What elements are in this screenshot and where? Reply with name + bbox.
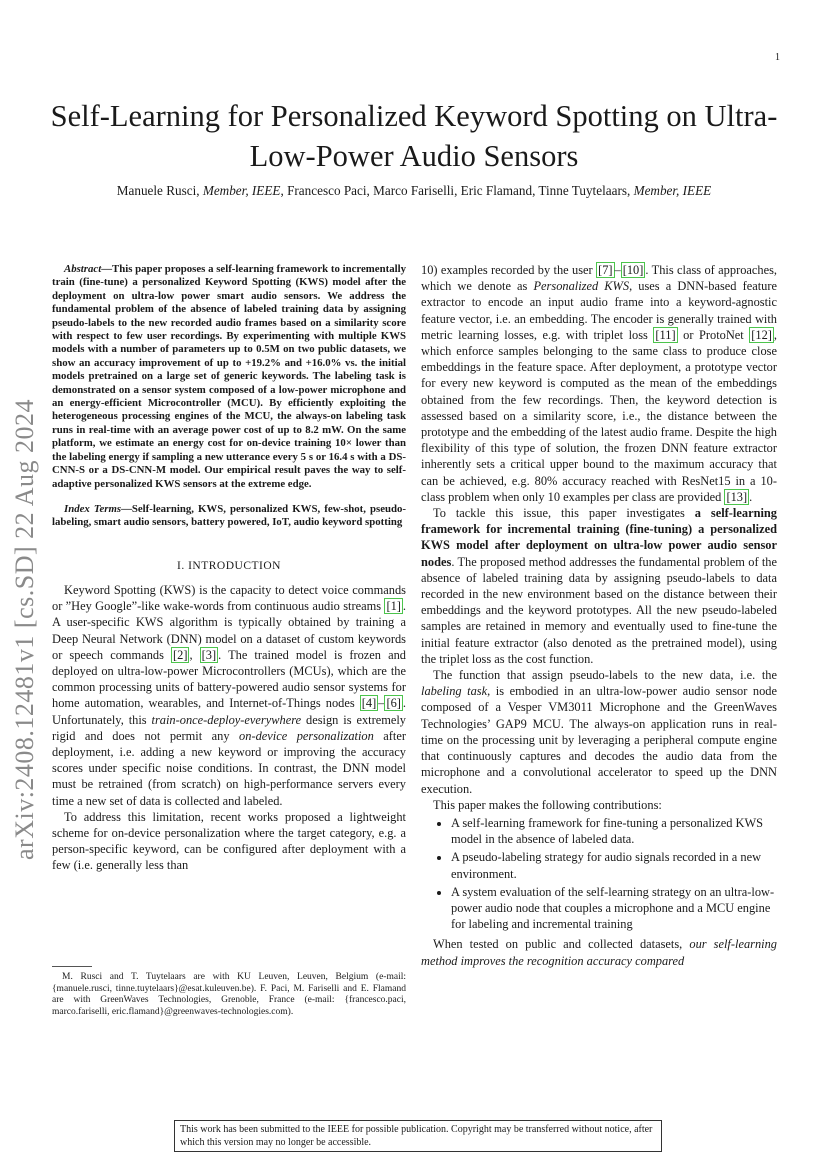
right-column xyxy=(421,262,777,969)
contributions-list xyxy=(421,815,777,932)
copyright-notice: This work has been submitted to the IEEE for possible publication. Copyright may be transferred without notice, after which this version may no longer be accessible. xyxy=(174,1120,662,1152)
citation-link[interactable]: [1] xyxy=(386,599,401,614)
affiliation-footnote: M. Rusci and T. Tuytelaars are with KU Leuven, Leuven, Belgium (e-mail: {manuele.rusci, tinne.tuytelaars}@esat.kuleuven.be). F. Paci, M. Fariselli and E. Flamand are with GreenWaves Technologies, Grenoble, France (e-mail: {francesco.paci, marco.fariselli, eric.flamand}@greenwaves-technologies.com). xyxy=(52,972,406,1018)
list-item: • A pseudo-labeling strategy for audio signals recorded in a new environment. xyxy=(451,849,777,881)
citation-link[interactable]: [7] xyxy=(598,263,613,277)
arxiv-identifier-stamp: arXiv:2408.12481v1 [cs.SD] 22 Aug 2024 xyxy=(10,399,39,860)
citation-link[interactable]: [2] xyxy=(173,647,188,662)
right-paragraph-5: When tested on public and collected datasets, our self-learning method improves the recognition accuracy compared xyxy=(421,937,777,968)
paper-title: Self-Learning for Personalized Keyword Spotting on Ultra-Low-Power Audio Sensors xyxy=(50,99,778,173)
right-paragraph-2: To tackle this issue, this paper investigates a self-learning framework for incremental training (fine-tuning) a personalized KWS model after deployment on ultra-low power audio sensor nodes. The proposed method addresses the fundamental problem of the absence of labeled training data by assigning pseudo-labels to data recorded in the new environment based on the distance between their embeddings and the keyword prototypes. All the new pseudo-labeled samples are retained in memory and eventually used to fine-tune the initial feature extractor (also denoted as the pretrained model), using the triplet loss as the cost function. xyxy=(421,506,777,666)
index-terms: Index Terms—Self-learning, KWS, personalized KWS, few-shot, pseudo-labeling, smart audio sensors, battery powered, IoT, audio keyword spotting xyxy=(52,502,406,529)
citation-link[interactable]: [13] xyxy=(726,489,748,504)
list-item: • A self-learning framework for fine-tuning a personalized KWS model in the absence of labeled data. xyxy=(451,815,777,847)
citation-link[interactable]: [6] xyxy=(386,696,401,711)
section-heading-introduction: I. INTRODUCTION xyxy=(177,559,281,572)
footnote-rule xyxy=(52,966,92,967)
intro-paragraph-2: To address this limitation, recent works proposed a lightweight scheme for on-device personalization where the target category, e.g. a person-specific keyword, can be configured after deployment with a few (i.e. generally less than xyxy=(52,809,406,873)
citation-link[interactable]: [12] xyxy=(751,327,772,342)
contributions-intro: This paper makes the following contributions: xyxy=(433,797,662,812)
abstract: Abstract—This paper proposes a self-learning framework to incrementally train (fine-tune) a personalized Keyword Spotting (KWS) model after the deployment on ultra-low power smart audio sensors. We address the fundamental problem of the absence of labeled training data by assigning pseudo-labels to the new recorded audio frames based on a similarity score with respect to few user recordings. By experimenting with multiple KWS models with a number of parameters up to 0.5M on two public datasets, we show an accuracy improvement of up to +19.2% and +16.0% vs. the initial models pretrained on a large set of generic keywords. The labeling task is demonstrated on a sensor system composed of a low-power microphone and an energy-efficient Microcontroller (MCU). By efficiently exploiting the heterogeneous processing engines of the MCU, the always-on labeling task runs in real-time with an average power cost of up to 8.2 mW. On the same platform, we estimate an energy cost for on-device training 10× lower than the labeling energy if sampling a new utterance every 5 s or 16.4 s with a DS-CNN-S or a DS-CNN-M model. Our empirical result paves the way to self-adaptive personalized KWS sensors at the extreme edge. xyxy=(52,263,406,490)
page-number: 1 xyxy=(775,52,780,63)
right-paragraph-3: The function that assign pseudo-labels to the new data, i.e. the labeling task, is embodied in an ultra-low-power audio sensor node composed of a Vesper VM3011 Microphone and the GreenWaves Technologies’ GAP9 MCU. The always-on application runs in real-time on the processing unit by leveraging a peripheral compute engine that continuously captures and decodes the audio data from the microphone and a convolutional accelerator to speed up the DNN execution. xyxy=(421,668,777,796)
citation-link[interactable]: [4] xyxy=(361,696,377,711)
citation-link[interactable]: [3] xyxy=(201,647,217,662)
citation-link[interactable]: [10] xyxy=(622,263,644,277)
left-column xyxy=(52,263,406,874)
author-list: Manuele Rusci, Member, IEEE, Francesco Paci, Marco Fariselli, Eric Flamand, Tinne Tuytelaars, Member, IEEE xyxy=(116,183,712,198)
right-paragraph-1: 10) examples recorded by the user [7] – [10] . This class of approaches, which we denote as Personalized KWS, uses a DNN-based feature extractor to encode an input audio frame into a keyword-agnostic feature vector, i.e. an embedding. The encoder is generally trained with metric learning losses, e.g. with triplet loss [11] or ProtoNet [12] , which enforce samples belonging to the same class to produce close embeddings in the feature space. After deployment, a prototype vector for every new keyword is computed as the mean of the embeddings obtained from the few recordings. Then, the keyword detection is assessed based on a similarity score, i.e., the distance between the prototype and the embedding of the latest audio frame. Despite the high flexibility of this type of solution, the frozen DNN feature extractor inherently sets a critical upper bound to the maximum accuracy that can be achieved, e.g. 80% accuracy reached with ResNet15 in a 10-class problem when only 10 examples per class are provided [13] . xyxy=(421,263,778,504)
list-item: • A system evaluation of the self-learning strategy on an ultra-low-power audio node that couples a microphone and a MCU engine for labeling and incremental training xyxy=(451,884,777,933)
citation-link[interactable]: [11] xyxy=(655,327,676,342)
intro-paragraph-1: Keyword Spotting (KWS) is the capacity to detect voice commands or ”Hey Google”-like wake-words from continuous audio streams [1] . A user-specific KWS algorithm is typically obtained by training a Deep Neural Network (DNN) model on a dataset of custom keywords or speech commands [2] , [3] . The trained model is frozen and deployed on ultra-low-power Microcontrollers (MCUs), which are the common processing units of battery-powered audio sensor systems for home automation, wearables, and Internet-of-Things nodes [4] – [6] . Unfortunately, this train-once-deploy-everywhere design is extremely rigid and does not permit any on-device personalization after deployment, i.e. adding a new keyword or improving the accuracy scores under specific noise conditions. In contrast, the DNN model must be retrained (from scratch) on high-performance servers every time a new set of data is collected and labeled. xyxy=(52,582,406,808)
